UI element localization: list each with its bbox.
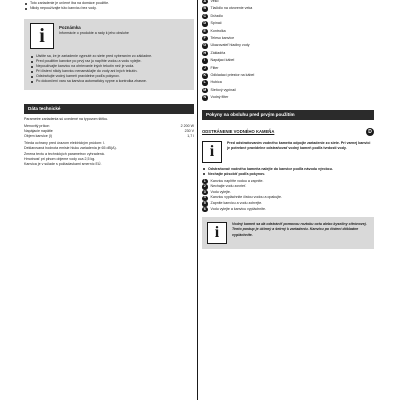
part-number-icon: J: [203, 65, 206, 70]
column-divider: [197, 0, 198, 400]
technical-paragraph: Zmena textu a technických parametrov vyhradená.: [24, 151, 105, 156]
list-item: Nepoužívajte kanvicu na ohrievanie iných tekutín než je voda.: [30, 64, 188, 69]
part-number-icon: I: [202, 58, 208, 64]
info-icon-2: i: [202, 141, 222, 163]
part-item: [202, 50, 374, 57]
part-label: Odkladací priestor na kábel: [210, 73, 255, 78]
spec-label: Objem kanvice (l): [24, 134, 52, 139]
step-label: Zapnite kanvicu a vodu zohrejte.: [210, 201, 263, 206]
technical-intro: Parametre zariadenia sú uvedené na typovom štítku.: [24, 117, 109, 121]
spec-label: Menovitý príkon: [24, 124, 50, 129]
part-number-icon: L: [203, 80, 206, 85]
technical-paragraph: Trieda ochrany pred úrazom elektrickým prúdom: I.: [24, 141, 106, 146]
step-number-icon: 5: [203, 201, 206, 206]
part-number-icon: B: [203, 6, 207, 11]
part-item: [202, 57, 374, 64]
part-number-icon: H: [203, 50, 207, 55]
part-number-icon: M: [203, 87, 207, 92]
part-number-icon: F: [203, 36, 206, 41]
usage-bullet-list: [202, 167, 374, 177]
list-item: Odstraňovač vodného kameňa nalejte do kanvice podľa návodu výrobcu.: [202, 167, 374, 172]
spec-label: Napájacie napätie: [24, 129, 53, 134]
part-item: [202, 28, 374, 35]
note-box: [24, 19, 194, 90]
part-item: [202, 94, 374, 101]
step-number-icon: 3: [203, 189, 206, 194]
technical-paragraphs: [24, 141, 194, 167]
part-number-icon: N: [203, 95, 207, 100]
list-item: Po dokončení varu sa kanvica automaticky vypne a kontrolka zhasne.: [30, 79, 188, 84]
note-bullet-list: [30, 54, 188, 84]
list-item: Uistite sa, že je zariadenie vypnuté zo siete pred vyberaním zo základne.: [30, 54, 188, 59]
info-icon: i: [30, 23, 54, 49]
part-number-icon: C: [203, 13, 207, 18]
step-label: Kanvicu vypláchnite čistou vodou a opakujte.: [210, 195, 283, 200]
part-label: Kontrolka: [210, 28, 226, 33]
part-label: Vodný filter: [210, 95, 229, 100]
part-number-icon: A: [203, 0, 207, 3]
list-item: Nikdy nepoužívajte túto kanvicu bez vody.: [24, 6, 194, 11]
step-number-icon: 2: [203, 184, 206, 189]
technical-paragraph: Kanvica je v súlade s požiadavkami smerníc EÚ.: [24, 162, 102, 167]
part-item: [202, 35, 374, 42]
spec-value: 2 200 W: [180, 124, 194, 129]
usage-heading: Pokyny na obsluhu pred prvým použitím: [202, 110, 374, 120]
part-label: Hubica: [210, 80, 222, 85]
step-label: Vodu vylejte.: [210, 189, 231, 194]
part-item: [202, 65, 374, 72]
part-label: Spínač: [210, 21, 222, 26]
part-label: Filter: [210, 65, 219, 70]
descaling-link[interactable]: ODSTRÁNENIE VODNÉHO KAMEŇA: [202, 129, 275, 135]
list-item: Pri čistení nikdy kanvicu nenamáčajte do vody ani iných tekutín.: [30, 69, 188, 74]
usage-section: [202, 110, 374, 250]
list-item: Toto zariadenie je určené iba na domáce použitie.: [24, 1, 194, 6]
note-title: Poznámka: [59, 25, 81, 30]
part-label: Ukazovateľ hladiny vody: [210, 43, 250, 48]
technical-data-heading: Dáta technické: [24, 104, 194, 114]
part-label: Sieťový vypínač: [210, 87, 237, 92]
list-item: Odstraňujte vodný kameň pravidelne podľa pokynov.: [30, 74, 188, 79]
step-item: [202, 207, 374, 213]
part-number-icon: E: [203, 28, 206, 33]
usage-note-text: Vodný kameň sa dá odstrániť pomocou roztoku octu alebo kyseliny citrónovej. Tento postup je účinný a šetrný k zariadeniu. Kanvicu po čistení dôkladne vypláchnite.: [232, 222, 367, 237]
spec-row: [24, 134, 194, 139]
usage-note-box: [202, 217, 374, 249]
step-label: Nechajte vodu zovrieť.: [210, 184, 247, 189]
spec-value: 230 V: [184, 129, 194, 134]
usage-intro: Pred odstraňovaním vodného kameňa odpojte zariadenie zo siete. Pri varnej kanvici je potrebné pravidelne odstraňovať vodný kameň podľa tvrdosti vody.: [227, 140, 371, 150]
step-number-icon: 6: [203, 206, 206, 211]
part-number-icon: D: [203, 21, 207, 26]
step-number-icon: 4: [203, 195, 206, 200]
note-header: [30, 23, 188, 49]
part-label: Základňa: [210, 50, 226, 55]
section-badge: D: [366, 128, 374, 136]
note-subtitle: Informácie o produkte a rady k jeho obsluhe: [59, 31, 129, 35]
part-label: Tlačidlo na otvorenie veka: [210, 6, 253, 11]
step-label: Kanvicu naplňte vodou a zapnite.: [210, 178, 264, 183]
part-item: [202, 79, 374, 86]
usage-steps: [202, 179, 374, 213]
part-item: [202, 72, 374, 79]
technical-paragraph: Deklarovaná hodnota emisie hluku zariadenia je 65 dB(A).: [24, 146, 117, 151]
part-label: Teleso kanvice: [210, 36, 235, 41]
step-label: Vodu vylejte a kanvicu vypláchnite.: [210, 206, 267, 211]
part-number-icon: K: [203, 73, 207, 78]
right-column: [202, 0, 374, 400]
part-label: Napájací kábel: [210, 58, 235, 63]
technical-paragraph: Hmotnosť pri plnom objeme vody cca 2,5 kg.: [24, 156, 96, 161]
list-item: Nechajte pôsobiť podľa pokynov.: [202, 172, 374, 177]
part-item: [202, 20, 374, 27]
part-item: [202, 5, 374, 12]
info-icon-3: i: [207, 222, 227, 244]
part-label: Veko: [210, 0, 219, 3]
part-number-icon: G: [203, 43, 207, 48]
step-number-icon: 1: [203, 178, 206, 183]
part-item: [202, 13, 374, 20]
spec-value: 1,7 l: [187, 134, 194, 139]
top-bullet-list: [24, 1, 194, 11]
list-item: Pred použitím kanvice po prvý raz ju naplňte vodou a vodu vylejte.: [30, 59, 188, 64]
parts-list: [202, 0, 374, 102]
spec-table: [24, 124, 194, 139]
left-column: [24, 0, 194, 400]
part-item: [202, 87, 374, 94]
technical-data-section: [24, 104, 194, 167]
part-label: Držadlo: [210, 13, 223, 18]
part-item: [202, 42, 374, 49]
